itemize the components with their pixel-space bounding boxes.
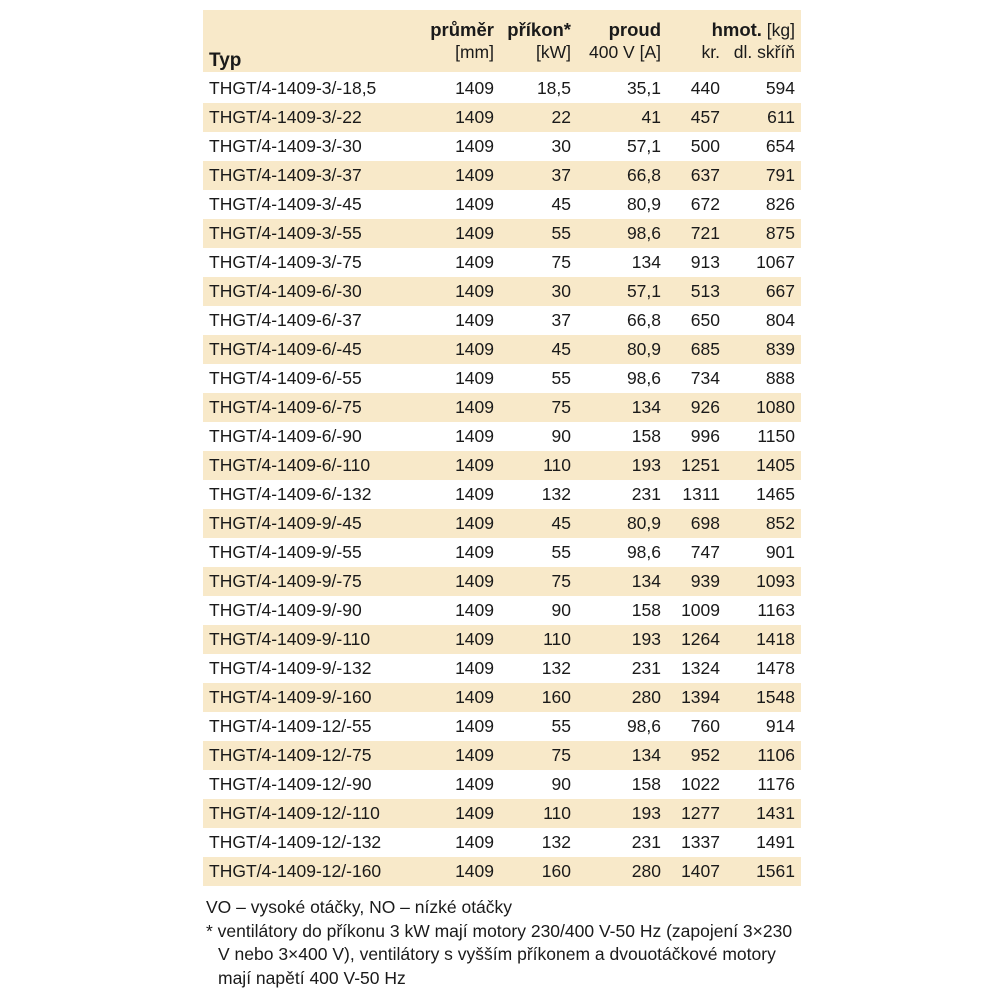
cell-proud: 57,1: [577, 132, 667, 161]
cell-proud: 134: [577, 248, 667, 277]
header-hmot: [667, 10, 801, 41]
cell-proud: 280: [577, 683, 667, 712]
table-row: [203, 103, 801, 132]
cell-kr: 650: [667, 306, 726, 335]
cell-prumer: 1409: [413, 567, 500, 596]
cell-typ: THGT/4-1409-9/-55: [203, 538, 413, 567]
table-row: [203, 683, 801, 712]
cell-prikon: 37: [500, 306, 577, 335]
cell-prumer: 1409: [413, 103, 500, 132]
cell-proud: 193: [577, 451, 667, 480]
cell-dl: 888: [726, 364, 801, 393]
cell-proud: 66,8: [577, 161, 667, 190]
cell-prumer: 1409: [413, 219, 500, 248]
cell-proud: 231: [577, 480, 667, 509]
cell-dl: 1093: [726, 567, 801, 596]
cell-typ: THGT/4-1409-6/-30: [203, 277, 413, 306]
cell-dl: 1418: [726, 625, 801, 654]
cell-prumer: 1409: [413, 306, 500, 335]
cell-kr: 1277: [667, 799, 726, 828]
table-row: [203, 480, 801, 509]
cell-kr: 1324: [667, 654, 726, 683]
cell-dl: 1080: [726, 393, 801, 422]
cell-prikon: 55: [500, 364, 577, 393]
cell-proud: 134: [577, 393, 667, 422]
cell-proud: 193: [577, 625, 667, 654]
cell-dl: 1106: [726, 741, 801, 770]
cell-proud: 193: [577, 799, 667, 828]
cell-dl: 1548: [726, 683, 801, 712]
cell-dl: 1405: [726, 451, 801, 480]
cell-proud: 98,6: [577, 364, 667, 393]
cell-prumer: 1409: [413, 857, 500, 886]
cell-proud: 231: [577, 654, 667, 683]
cell-dl: 594: [726, 73, 801, 103]
header-hmot-unit: [kg]: [766, 20, 796, 40]
cell-typ: THGT/4-1409-3/-75: [203, 248, 413, 277]
cell-kr: 457: [667, 103, 726, 132]
cell-kr: 513: [667, 277, 726, 306]
cell-dl: 901: [726, 538, 801, 567]
cell-dl: 1176: [726, 770, 801, 799]
header-proud: [577, 10, 667, 41]
table-row: [203, 857, 801, 886]
cell-typ: THGT/4-1409-3/-30: [203, 132, 413, 161]
cell-prumer: 1409: [413, 538, 500, 567]
cell-typ: THGT/4-1409-3/-22: [203, 103, 413, 132]
cell-prikon: 30: [500, 132, 577, 161]
cell-prikon: 55: [500, 538, 577, 567]
cell-kr: 1337: [667, 828, 726, 857]
cell-typ: THGT/4-1409-9/-75: [203, 567, 413, 596]
cell-typ: THGT/4-1409-12/-75: [203, 741, 413, 770]
cell-kr: 760: [667, 712, 726, 741]
cell-proud: 280: [577, 857, 667, 886]
cell-prumer: 1409: [413, 364, 500, 393]
cell-typ: THGT/4-1409-9/-90: [203, 596, 413, 625]
cell-kr: 1264: [667, 625, 726, 654]
cell-proud: 80,9: [577, 509, 667, 538]
cell-kr: 1022: [667, 770, 726, 799]
header-hmot-title: hmot.: [711, 19, 762, 40]
cell-dl: 804: [726, 306, 801, 335]
header-proud-title: proud: [608, 19, 661, 40]
cell-prikon: 75: [500, 741, 577, 770]
cell-kr: 952: [667, 741, 726, 770]
cell-kr: 926: [667, 393, 726, 422]
cell-prikon: 75: [500, 248, 577, 277]
table-row: [203, 132, 801, 161]
cell-proud: 98,6: [577, 712, 667, 741]
table-row: [203, 277, 801, 306]
cell-prumer: 1409: [413, 132, 500, 161]
cell-dl: 654: [726, 132, 801, 161]
cell-proud: 231: [577, 828, 667, 857]
cell-kr: 1009: [667, 596, 726, 625]
cell-prikon: 110: [500, 799, 577, 828]
table-row: [203, 190, 801, 219]
cell-dl: 667: [726, 277, 801, 306]
table-row: [203, 306, 801, 335]
table-body: [203, 73, 801, 886]
table-row: [203, 451, 801, 480]
cell-dl: 1465: [726, 480, 801, 509]
cell-prikon: 45: [500, 509, 577, 538]
cell-dl: 1491: [726, 828, 801, 857]
cell-dl: 1163: [726, 596, 801, 625]
cell-prikon: 90: [500, 770, 577, 799]
header-hmot-dl: dl. skříň: [726, 41, 801, 73]
cell-proud: 158: [577, 596, 667, 625]
cell-dl: 1067: [726, 248, 801, 277]
cell-typ: THGT/4-1409-6/-75: [203, 393, 413, 422]
notes-footnote: * ventilátory do příkonu 3 kW mají motory 230/400 V-50 Hz (zapojení 3×230 V nebo 3×400 V), ventilátory s vyšším příkonem a dvouotáčkové motory mají napětí 400 V-50 Hz: [206, 920, 793, 988]
cell-prikon: 55: [500, 219, 577, 248]
cell-dl: 611: [726, 103, 801, 132]
cell-prumer: 1409: [413, 799, 500, 828]
cell-prikon: 75: [500, 393, 577, 422]
spec-table: [203, 10, 801, 886]
cell-typ: THGT/4-1409-12/-132: [203, 828, 413, 857]
cell-prumer: 1409: [413, 509, 500, 538]
cell-typ: THGT/4-1409-6/-55: [203, 364, 413, 393]
cell-typ: THGT/4-1409-3/-45: [203, 190, 413, 219]
table-row: [203, 828, 801, 857]
header-prikon: [500, 10, 577, 41]
cell-proud: 134: [577, 741, 667, 770]
cell-prumer: 1409: [413, 480, 500, 509]
cell-kr: 685: [667, 335, 726, 364]
table-row: [203, 538, 801, 567]
cell-prumer: 1409: [413, 248, 500, 277]
cell-proud: 41: [577, 103, 667, 132]
cell-prumer: 1409: [413, 741, 500, 770]
cell-kr: 913: [667, 248, 726, 277]
cell-kr: 698: [667, 509, 726, 538]
cell-dl: 1478: [726, 654, 801, 683]
cell-prumer: 1409: [413, 828, 500, 857]
cell-prumer: 1409: [413, 335, 500, 364]
cell-dl: 1431: [726, 799, 801, 828]
cell-prikon: 110: [500, 451, 577, 480]
cell-proud: 80,9: [577, 335, 667, 364]
notes: [206, 896, 806, 990]
cell-prumer: 1409: [413, 422, 500, 451]
table-row: [203, 219, 801, 248]
cell-kr: 734: [667, 364, 726, 393]
cell-dl: 875: [726, 219, 801, 248]
cell-kr: 939: [667, 567, 726, 596]
cell-prikon: 37: [500, 161, 577, 190]
cell-proud: 134: [577, 567, 667, 596]
cell-prikon: 90: [500, 422, 577, 451]
table-row: [203, 422, 801, 451]
cell-typ: THGT/4-1409-9/-110: [203, 625, 413, 654]
cell-kr: 672: [667, 190, 726, 219]
cell-typ: THGT/4-1409-6/-90: [203, 422, 413, 451]
cell-prumer: 1409: [413, 190, 500, 219]
cell-prikon: 18,5: [500, 73, 577, 103]
table-row: [203, 248, 801, 277]
cell-typ: THGT/4-1409-12/-55: [203, 712, 413, 741]
cell-prumer: 1409: [413, 451, 500, 480]
cell-proud: 98,6: [577, 538, 667, 567]
table-row: [203, 567, 801, 596]
cell-dl: 914: [726, 712, 801, 741]
cell-proud: 35,1: [577, 73, 667, 103]
cell-kr: 1251: [667, 451, 726, 480]
cell-prikon: 90: [500, 596, 577, 625]
cell-prikon: 160: [500, 683, 577, 712]
cell-kr: 1311: [667, 480, 726, 509]
table-row: [203, 335, 801, 364]
header-proud-unit: 400 V [A]: [577, 41, 667, 73]
table-row: [203, 73, 801, 103]
cell-dl: 852: [726, 509, 801, 538]
cell-prikon: 22: [500, 103, 577, 132]
cell-kr: 996: [667, 422, 726, 451]
cell-typ: THGT/4-1409-3/-55: [203, 219, 413, 248]
table-row: [203, 770, 801, 799]
cell-prumer: 1409: [413, 277, 500, 306]
table-row: [203, 741, 801, 770]
header-prumer-unit: [mm]: [413, 41, 500, 73]
cell-kr: 637: [667, 161, 726, 190]
cell-dl: 1561: [726, 857, 801, 886]
cell-prikon: 45: [500, 335, 577, 364]
cell-prikon: 45: [500, 190, 577, 219]
cell-prikon: 132: [500, 828, 577, 857]
cell-typ: THGT/4-1409-6/-132: [203, 480, 413, 509]
table-row: [203, 799, 801, 828]
cell-prumer: 1409: [413, 712, 500, 741]
header-prumer: [413, 10, 500, 41]
cell-typ: THGT/4-1409-9/-160: [203, 683, 413, 712]
cell-prumer: 1409: [413, 596, 500, 625]
cell-kr: 747: [667, 538, 726, 567]
cell-prikon: 110: [500, 625, 577, 654]
header-hmot-kr: kr.: [667, 41, 726, 73]
cell-typ: THGT/4-1409-12/-90: [203, 770, 413, 799]
cell-kr: 1407: [667, 857, 726, 886]
cell-prikon: 55: [500, 712, 577, 741]
cell-proud: 158: [577, 770, 667, 799]
cell-typ: THGT/4-1409-6/-37: [203, 306, 413, 335]
cell-typ: THGT/4-1409-12/-160: [203, 857, 413, 886]
cell-prumer: 1409: [413, 161, 500, 190]
header-prikon-unit: [kW]: [500, 41, 577, 73]
cell-typ: THGT/4-1409-6/-110: [203, 451, 413, 480]
header-prikon-title: příkon*: [507, 19, 571, 40]
cell-prumer: 1409: [413, 393, 500, 422]
cell-proud: 98,6: [577, 219, 667, 248]
cell-kr: 721: [667, 219, 726, 248]
cell-kr: 440: [667, 73, 726, 103]
cell-dl: 826: [726, 190, 801, 219]
notes-legend: VO – vysoké otáčky, NO – nízké otáčky: [206, 897, 513, 917]
cell-proud: 158: [577, 422, 667, 451]
header-typ: Typ: [203, 10, 413, 73]
cell-prikon: 132: [500, 480, 577, 509]
cell-prikon: 75: [500, 567, 577, 596]
cell-prumer: 1409: [413, 73, 500, 103]
cell-prumer: 1409: [413, 625, 500, 654]
cell-typ: THGT/4-1409-3/-37: [203, 161, 413, 190]
cell-dl: 791: [726, 161, 801, 190]
cell-prumer: 1409: [413, 654, 500, 683]
cell-prumer: 1409: [413, 683, 500, 712]
cell-prumer: 1409: [413, 770, 500, 799]
table-row: [203, 625, 801, 654]
table-row: [203, 654, 801, 683]
table-row: [203, 364, 801, 393]
cell-typ: THGT/4-1409-12/-110: [203, 799, 413, 828]
cell-typ: THGT/4-1409-3/-18,5: [203, 73, 413, 103]
table-row: [203, 161, 801, 190]
cell-prikon: 30: [500, 277, 577, 306]
table-row: [203, 509, 801, 538]
cell-kr: 1394: [667, 683, 726, 712]
cell-dl: 1150: [726, 422, 801, 451]
cell-prikon: 160: [500, 857, 577, 886]
cell-typ: THGT/4-1409-6/-45: [203, 335, 413, 364]
cell-kr: 500: [667, 132, 726, 161]
cell-proud: 80,9: [577, 190, 667, 219]
cell-proud: 57,1: [577, 277, 667, 306]
cell-dl: 839: [726, 335, 801, 364]
table-row: [203, 712, 801, 741]
header-prumer-title: průměr: [430, 19, 494, 40]
table-row: [203, 393, 801, 422]
cell-typ: THGT/4-1409-9/-132: [203, 654, 413, 683]
cell-prikon: 132: [500, 654, 577, 683]
cell-proud: 66,8: [577, 306, 667, 335]
cell-typ: THGT/4-1409-9/-45: [203, 509, 413, 538]
table-header: [203, 10, 801, 73]
table-row: [203, 596, 801, 625]
